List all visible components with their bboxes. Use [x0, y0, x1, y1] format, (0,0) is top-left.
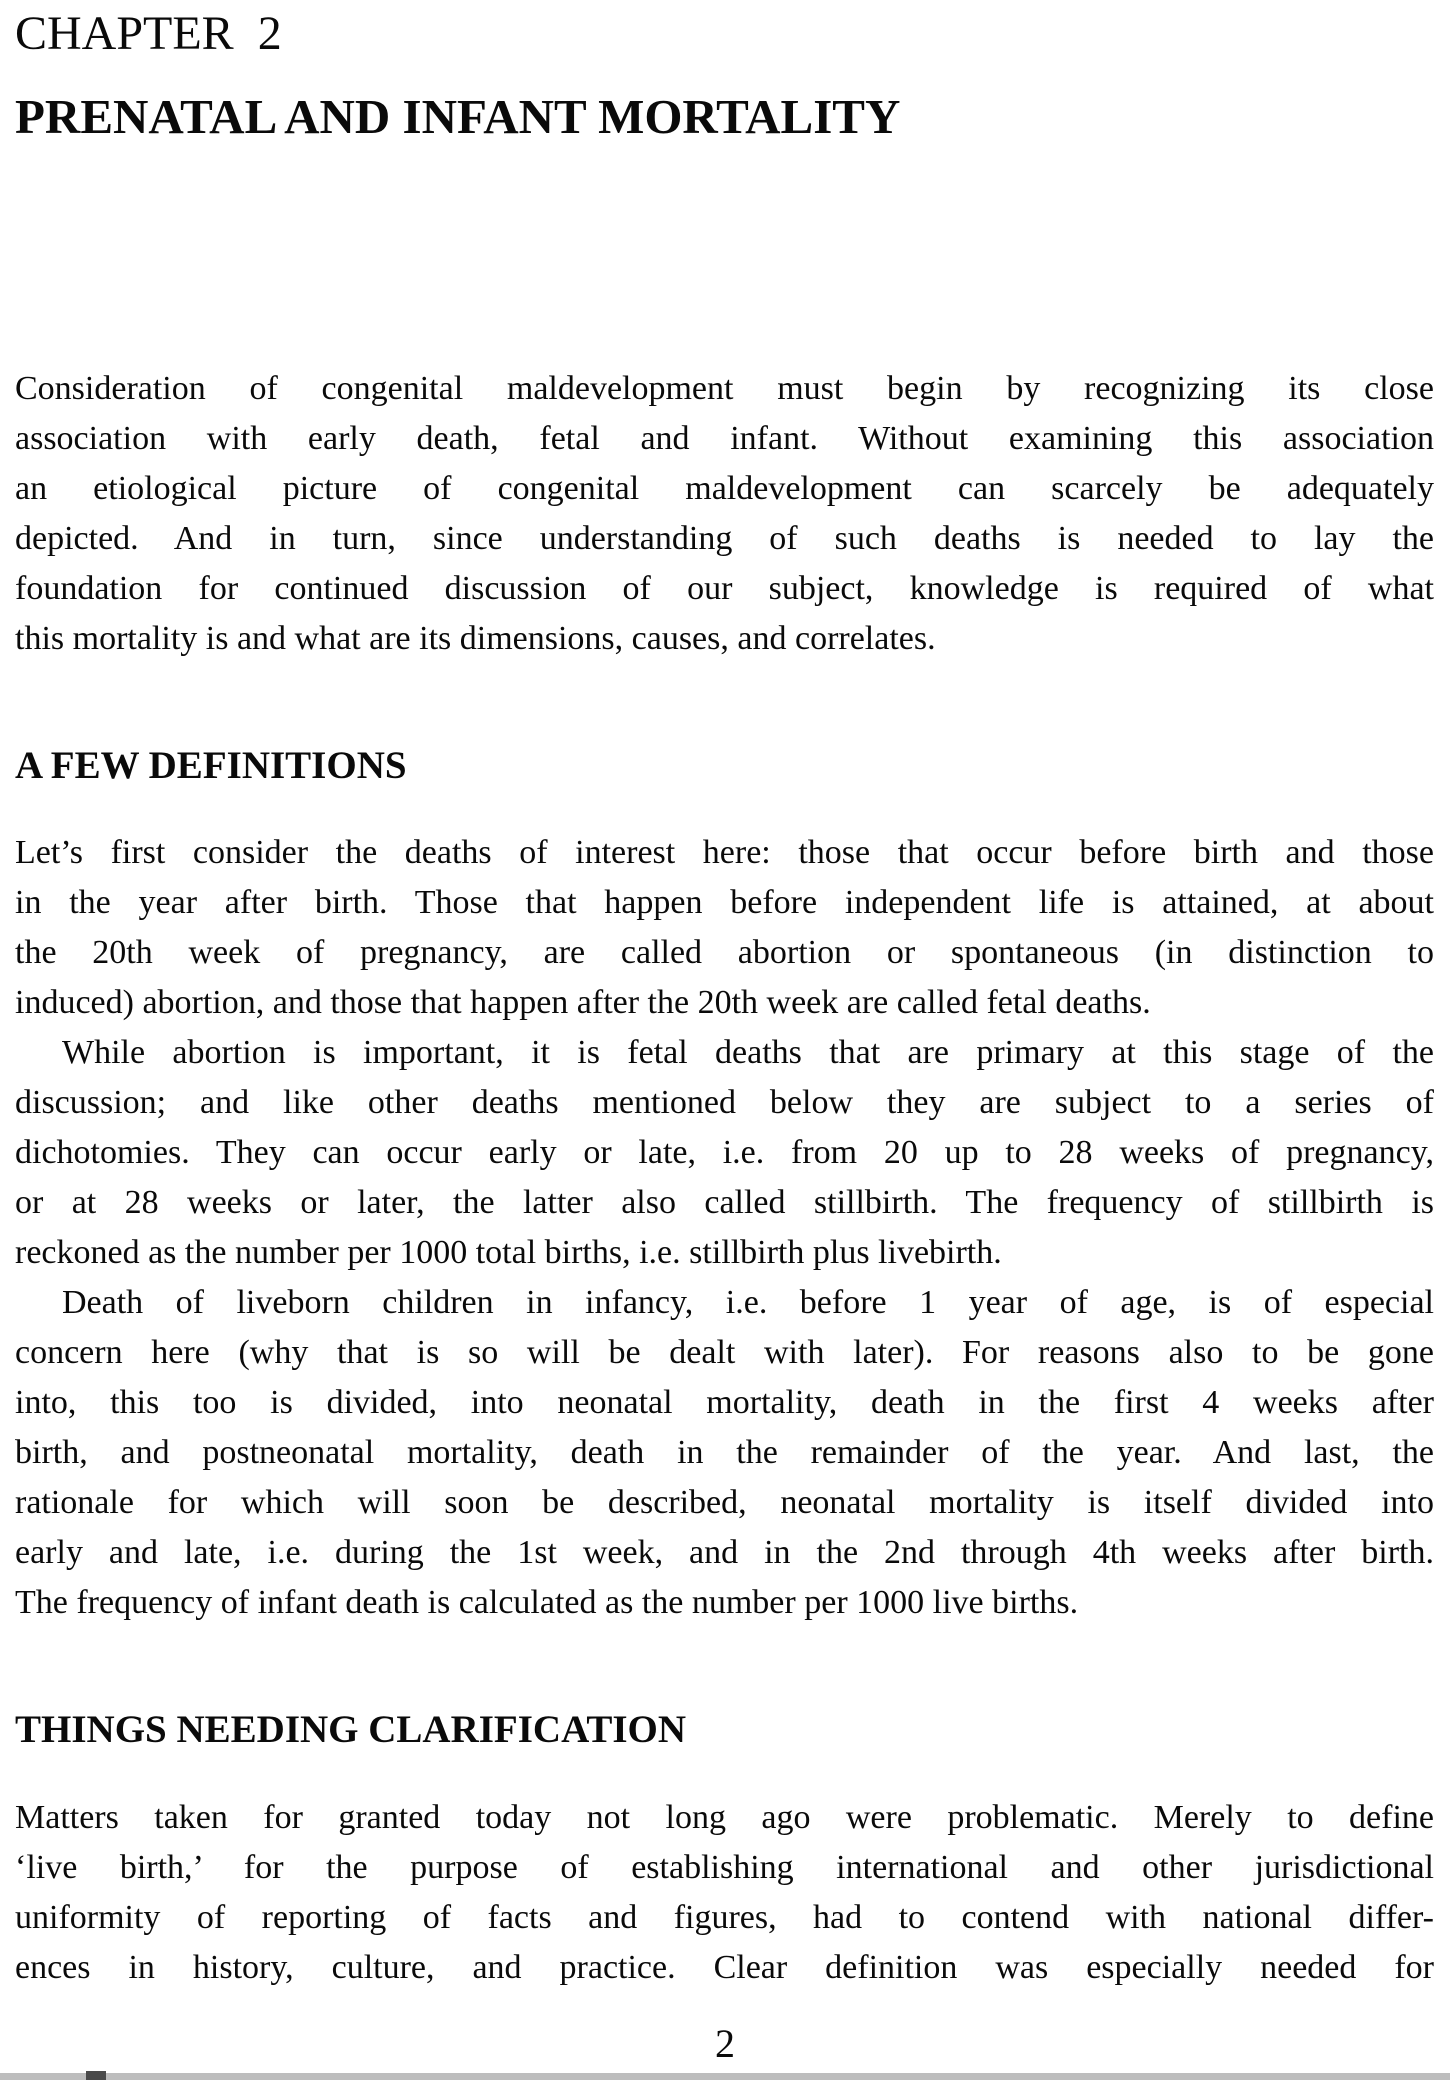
text-line: ‘live birth,’ for the purpose of establishing international and other jurisdictional [15, 1849, 1434, 1887]
text-line: the 20th week of pregnancy, are called abortion or spontaneous (in distinction to [15, 934, 1434, 972]
text-line: dichotomies. They can occur early or late, i.e. from 20 up to 28 weeks of pregnancy, [15, 1134, 1434, 1172]
text-line: Consideration of congenital maldevelopment must begin by recognizing its close [15, 369, 1434, 407]
text-line: into, this too is divided, into neonatal mortality, death in the first 4 weeks after [15, 1384, 1434, 1422]
section-heading: A FEW DEFINITIONS [15, 743, 407, 787]
paragraph [15, 1278, 1434, 1628]
text-line: or at 28 weeks or later, the latter also called stillbirth. The frequency of stillbirth is [15, 1184, 1434, 1222]
text-line: rationale for which will soon be described, neonatal mortality is itself divided into [15, 1484, 1434, 1522]
scan-edge-artifact [0, 2073, 1450, 2080]
text-line: The frequency of infant death is calculated as the number per 1000 live births. [15, 1584, 1079, 1622]
text-line: in the year after birth. Those that happen before independent life is attained, at about [15, 884, 1434, 922]
text-line: Let’s first consider the deaths of interest here: those that occur before birth and those [15, 834, 1434, 872]
text-line: uniformity of reporting of facts and figures, had to contend with national differ- [15, 1899, 1434, 1937]
text-line: an etiological picture of congenital maldevelopment can scarcely be adequately [15, 469, 1434, 507]
text-line: Matters taken for granted today not long ago were problematic. Merely to define [15, 1799, 1434, 1837]
paragraph [15, 364, 1434, 664]
section-heading: THINGS NEEDING CLARIFICATION [15, 1708, 687, 1752]
text-line: induced) abortion, and those that happen after the 20th week are called fetal deaths. [15, 984, 1151, 1022]
paragraph [15, 828, 1434, 1028]
paragraph [15, 1028, 1434, 1278]
content [15, 0, 1434, 1993]
text-line: early and late, i.e. during the 1st week, and in the 2nd through 4th weeks after birth. [15, 1534, 1434, 1572]
text-line: ences in history, culture, and practice. Clear definition was especially needed for [15, 1949, 1434, 1987]
text-line: birth, and postneonatal mortality, death in the remainder of the year. And last, the [15, 1434, 1434, 1472]
paragraph [15, 1793, 1434, 1993]
text-line: concern here (why that is so will be dealt with later). For reasons also to be gone [15, 1334, 1434, 1372]
title: PRENATAL AND INFANT MORTALITY [15, 89, 901, 145]
text-line: discussion; and like other deaths mentioned below they are subject to a series of [15, 1084, 1434, 1122]
text-line: While abortion is important, it is fetal deaths that are primary at this stage of the [62, 1034, 1434, 1072]
text-line: association with early death, fetal and infant. Without examining this association [15, 419, 1434, 457]
text-line: reckoned as the number per 1000 total births, i.e. stillbirth plus livebirth. [15, 1234, 1002, 1272]
text-line: Death of liveborn children in infancy, i.e. before 1 year of age, is of especial [62, 1284, 1434, 1322]
text-line: this mortality is and what are its dimensions, causes, and correlates. [15, 619, 936, 657]
scan-mark-artifact [86, 2071, 106, 2080]
page-number: 2 [715, 2021, 735, 2066]
text-line: foundation for continued discussion of our subject, knowledge is required of what [15, 569, 1434, 607]
text-line: depicted. And in turn, since understanding of such deaths is needed to lay the [15, 519, 1434, 557]
chapter-label: CHAPTER 2 [15, 7, 282, 60]
